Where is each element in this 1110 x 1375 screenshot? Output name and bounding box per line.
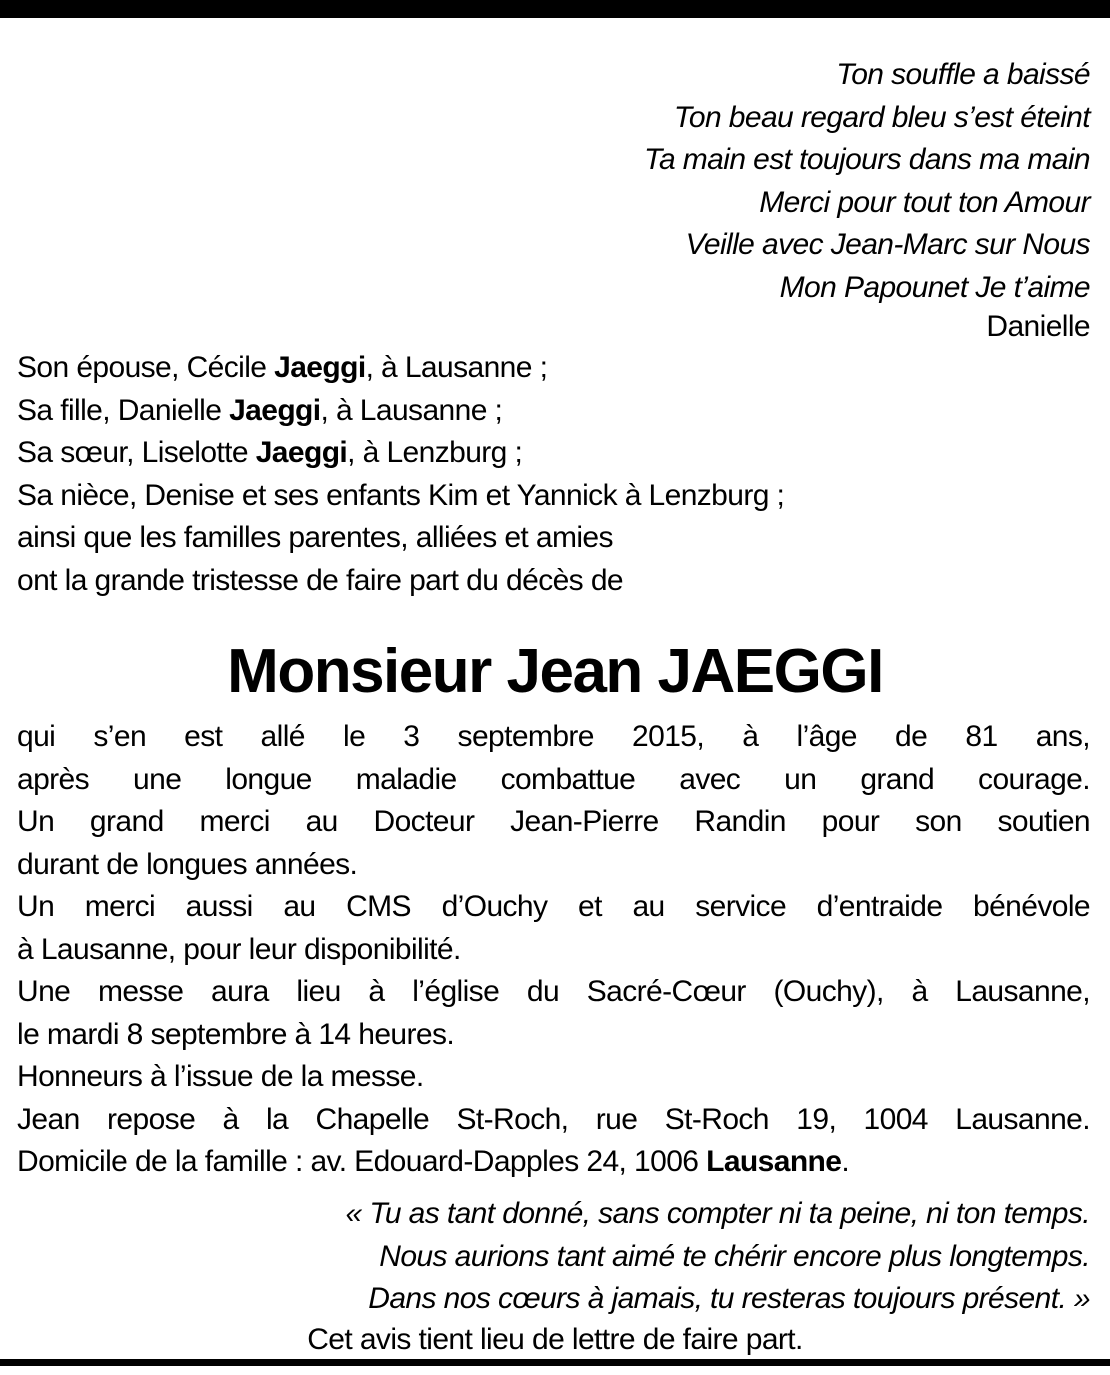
deceased-name: Monsieur Jean JAEGGI [227,637,883,706]
domicile-line [17,1141,1090,1184]
body-line: Un grand merci au Docteur Jean-Pierre Randin pour son soutien [17,805,1090,838]
body-line: Honneurs à l’issue de la messe. [17,1060,424,1093]
family-line [17,432,1090,475]
quote-line: « Tu as tant donné, sans compter ni ta peine, ni ton temps. [345,1197,1090,1230]
body-line: Une messe aura lieu à l’église du Sacré-Cœur (Ouchy), à Lausanne, [17,975,1090,1008]
body-line: après une longue maladie combattue avec un grand courage. [17,762,1090,796]
poem-line: Veille avec Jean-Marc sur Nous [685,228,1090,261]
text: , à Lenzburg ; [347,436,523,469]
surname: Jaeggi [274,351,366,384]
announcement-body [17,716,1090,1184]
body-line: le mardi 8 septembre à 14 heures. [17,1017,455,1051]
family-line [17,347,1090,390]
poem-line: Ton souffle a baissé [836,58,1090,91]
family-line [17,390,1090,433]
text: . [841,1145,850,1178]
family-line: ont la grande tristesse de faire part du décès de [17,563,623,597]
surname: Jaeggi [255,436,348,469]
text: Sa sœur, Liselotte [17,436,256,469]
poem [17,54,1090,309]
poem-signature: Danielle [986,310,1090,343]
body-line: Jean repose à la Chapelle St-Roch, rue St-Roch 19, 1004 Lausanne. [17,1102,1090,1136]
body-line: à Lausanne, pour leur disponibilité. [17,932,461,966]
poem-line: Ta main est toujours dans ma main [644,143,1090,176]
poem-line: Merci pour tout ton Amour [759,185,1090,219]
text: , à Lausanne ; [320,393,503,427]
poem-line: Ton beau regard bleu s’est éteint [673,100,1090,134]
family-line: ainsi que les familles parentes, alliées et amies [17,521,613,554]
surname: Jaeggi [229,393,321,427]
body-line: Un merci aussi au CMS d’Ouchy et au service d’entraide bénévole [17,890,1090,923]
quote-line: Dans nos cœurs à jamais, tu resteras toujours présent. » [368,1282,1090,1315]
body-line: qui s’en est allé le 3 septembre 2015, à l’âge de 81 ans, [17,720,1090,753]
top-border [0,0,1110,18]
family-list [17,347,1090,602]
quote-line: Nous aurions tant aimé te chérir encore plus longtemps. [379,1239,1090,1273]
text: Sa fille, Danielle [17,393,230,427]
text: Son épouse, Cécile [17,351,275,384]
text: Domicile de la famille : av. Edouard-Dapples 24, 1006 [17,1145,707,1178]
closing-note: Cet avis tient lieu de lettre de faire part. [307,1323,803,1356]
family-line: Sa nièce, Denise et ses enfants Kim et Yannick à Lenzburg ; [17,478,785,512]
text: , à Lausanne ; [365,351,548,384]
city: Lausanne [706,1145,842,1178]
body-line: durant de longues années. [17,847,358,881]
bottom-border [0,1359,1110,1366]
closing-quote [17,1193,1090,1321]
poem-line: Mon Papounet Je t’aime [779,270,1090,304]
